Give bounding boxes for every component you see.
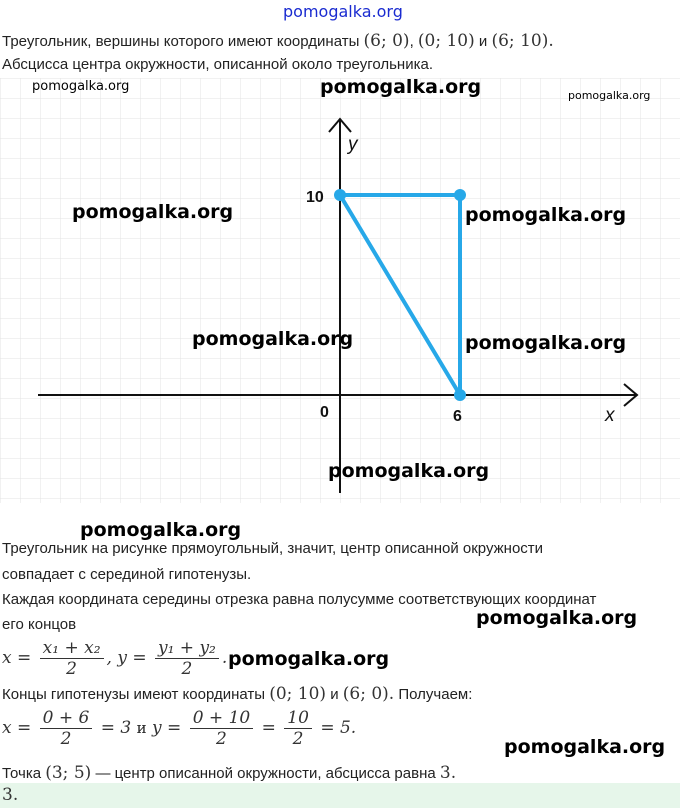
formula-x-eq: x = bbox=[2, 648, 32, 668]
calc-x-denominator: 2 bbox=[60, 729, 72, 749]
hypotenuse-end-2: (6; 0). bbox=[342, 684, 395, 704]
vertex-point-2 bbox=[454, 189, 466, 201]
hypotenuse-end-1: (0; 10) bbox=[269, 684, 327, 704]
problem-line-2: Абсцисса центра окружности, описанной около треугольника. bbox=[2, 56, 434, 73]
formula-end: . bbox=[221, 648, 228, 668]
fraction-y-denominator: 2 bbox=[181, 659, 193, 679]
solution-p2-line1: Каждая координата середины отрезка равна полусумме соответствующих координат bbox=[2, 591, 597, 608]
solution-p2-line2: его концов bbox=[2, 616, 77, 633]
fraction-x-numerator: x₁ + x₂ bbox=[40, 638, 104, 659]
calc-x-numerator: 0 + 6 bbox=[40, 708, 93, 729]
p4-suffix: — центр описанной окружности, абсцисса равна bbox=[95, 765, 436, 782]
answer-value: 3. bbox=[2, 785, 19, 805]
x-tick-label: 6 bbox=[453, 408, 462, 425]
problem-text: Треугольник, вершины которого имеют координаты bbox=[2, 33, 360, 50]
computation-formula bbox=[2, 708, 356, 749]
y-tick-label: 10 bbox=[306, 189, 324, 206]
fraction-x bbox=[40, 638, 104, 679]
calc-x-result: = 3 bbox=[100, 718, 132, 738]
solution-p4 bbox=[2, 762, 456, 785]
calc-equals: = bbox=[261, 718, 276, 738]
watermark: pomogalka.org bbox=[568, 89, 651, 102]
watermark-link[interactable]: pomogalka.org bbox=[283, 2, 403, 21]
midpoint-formula bbox=[2, 638, 227, 679]
watermark: pomogalka.org bbox=[192, 328, 354, 350]
abscissa-value: 3. bbox=[439, 763, 457, 783]
p4-prefix: Точка bbox=[2, 765, 42, 782]
fraction-y bbox=[155, 638, 219, 679]
solution-p3 bbox=[2, 683, 472, 706]
comma: , bbox=[409, 33, 414, 50]
coordinate-graph bbox=[0, 78, 680, 503]
vertex-point-3 bbox=[454, 389, 466, 401]
calc-fraction-y2 bbox=[284, 708, 312, 749]
vertex-point-1 bbox=[334, 189, 346, 201]
calc-and: и bbox=[136, 719, 147, 737]
p3-prefix: Концы гипотенузы имеют координаты bbox=[2, 686, 266, 703]
point-b: (0; 10) bbox=[417, 31, 475, 51]
watermark: pomogalka.org bbox=[72, 201, 234, 223]
point-c: (6; 10). bbox=[491, 31, 554, 51]
p3-and: и bbox=[330, 686, 339, 703]
answer-bar bbox=[0, 783, 680, 808]
calc-y2-numerator: 10 bbox=[284, 708, 312, 729]
solution-p1-line1: Треугольник на рисунке прямоугольный, значит, центр описанной окружности bbox=[2, 540, 544, 557]
watermark: pomogalka.org bbox=[476, 607, 638, 629]
calc-y-result: = 5. bbox=[320, 718, 357, 738]
fraction-y-numerator: y₁ + y₂ bbox=[155, 638, 219, 659]
origin-label: 0 bbox=[320, 404, 329, 421]
watermark: pomogalka.org bbox=[320, 76, 482, 98]
formula-y-eq: , y = bbox=[106, 648, 147, 668]
point-a: (6; 0) bbox=[363, 31, 410, 51]
watermark: pomogalka.org bbox=[465, 332, 627, 354]
watermark: pomogalka.org bbox=[32, 79, 130, 94]
calc-y-numerator: 0 + 10 bbox=[190, 708, 254, 729]
watermark: pomogalka.org bbox=[328, 460, 490, 482]
fraction-x-denominator: 2 bbox=[66, 659, 77, 679]
calc-y2-denominator: 2 bbox=[292, 729, 304, 749]
watermark: pomogalka.org bbox=[228, 648, 390, 670]
solution-p1-line2: совпадает с серединой гипотенузы. bbox=[2, 566, 252, 583]
calc-x-eq: x = bbox=[2, 718, 32, 738]
calc-fraction-y bbox=[190, 708, 254, 749]
watermark: pomogalka.org bbox=[465, 204, 627, 226]
calc-y-eq: y = bbox=[152, 718, 182, 738]
calc-y-denominator: 2 bbox=[216, 729, 227, 749]
circle-center-point: (3; 5) bbox=[45, 763, 92, 783]
and-word: и bbox=[478, 33, 488, 50]
problem-line-1 bbox=[2, 30, 554, 53]
watermark: pomogalka.org bbox=[80, 519, 242, 541]
y-axis-label: y bbox=[348, 134, 358, 155]
p3-suffix: Получаем: bbox=[398, 686, 473, 703]
watermark: pomogalka.org bbox=[504, 736, 666, 758]
x-axis-label: x bbox=[605, 405, 615, 426]
calc-fraction-x bbox=[40, 708, 93, 749]
